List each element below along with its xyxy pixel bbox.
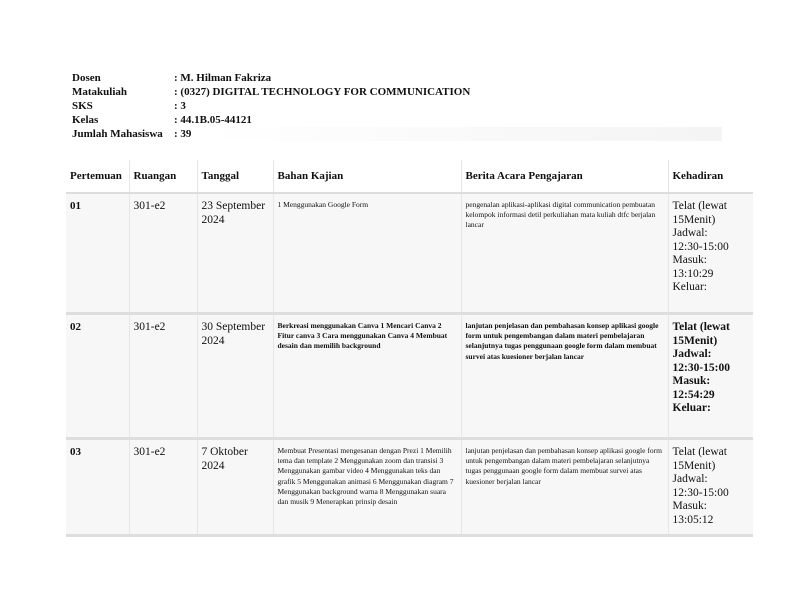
pertemuan-cell: 02 — [66, 314, 129, 439]
kelas-value: : 44.1B.05-44121 — [174, 114, 252, 126]
jumlah-label: Jumlah Mahasiswa — [72, 128, 163, 140]
berita-acara-cell: lanjutan penjelasan dan pembahasan konsep aplikasi google form untuk pengembangan dalam materi pembelajaran selanjutnya tugas penggunaan google form dalam membuat survei atas kuesioner berjalan lancar — [461, 439, 668, 536]
pertemuan-cell: 03 — [66, 439, 129, 536]
table-row — [66, 193, 753, 314]
attendance-table — [66, 160, 753, 537]
jadwal-value: 12:30-15:00 — [672, 361, 730, 374]
jadwal-value: 12:30-15:00 — [672, 240, 729, 253]
matakuliah-label: Matakuliah — [72, 86, 128, 98]
masuk-value: 13:10:29 — [672, 267, 714, 280]
masuk-label: Masuk: — [672, 375, 711, 387]
col-header-kehadiran: Kehadiran — [668, 160, 753, 193]
table-header-row — [66, 160, 753, 193]
masuk-value: 12:54:29 — [672, 388, 715, 401]
dosen-value: : M. Hilman Fakriza — [174, 72, 272, 84]
kehadiran-cell — [668, 439, 753, 536]
keluar-label: Keluar: — [672, 281, 707, 293]
masuk-label: Masuk: — [672, 254, 707, 266]
ruangan-cell: 301-e2 — [129, 193, 197, 314]
pertemuan-cell: 01 — [66, 193, 129, 314]
kelas-label: Kelas — [72, 114, 99, 126]
course-info-header — [72, 71, 712, 141]
kelas-row — [72, 113, 712, 127]
bahan-kajian-cell: Membuat Presentasi mengesanan dengan Prezi 1 Memilih tema dan template 2 Menggunakan zoom dan transisi 3 Menggunakan gambar video 4 Menggunakan teks dan grafik 5 Menggunakan animasi 6 Menggunakan diagram 7 Menggunakan background warna 8 Menggunakan suara dan musik 9 Menerapkan prinsip desain — [273, 439, 461, 536]
dosen-row — [72, 71, 712, 85]
table-row — [66, 314, 753, 439]
col-header-ruangan: Ruangan — [129, 160, 197, 193]
bahan-kajian-cell: 1 Menggunakan Google Form — [273, 193, 461, 314]
jumlah-value: : 39 — [174, 128, 192, 140]
tanggal-cell: 7 Oktober 2024 — [197, 439, 273, 536]
jumlah-row — [72, 127, 722, 141]
keluar-label: Keluar: — [672, 402, 711, 414]
col-header-pertemuan: Pertemuan — [66, 160, 129, 193]
kehadiran-cell — [668, 314, 753, 439]
sks-label: SKS — [72, 100, 93, 112]
table-row — [66, 439, 753, 536]
ruangan-cell: 301-e2 — [129, 314, 197, 439]
col-header-bahan-kajian: Bahan Kajian — [273, 160, 461, 193]
masuk-label: Masuk: — [672, 500, 707, 512]
berita-acara-cell: lanjutan penjelasan dan pembahasan konsep aplikasi google form untuk pengembangan dalam materi pembelajaran selanjutnya tugas penggunaan google form dalam membuat survei atas kuesioner berjalan lancar — [461, 314, 668, 439]
kehadiran-status: Telat (lewat 15Menit) — [672, 200, 727, 226]
kehadiran-status: Telat (lewat 15Menit) — [672, 321, 730, 347]
tanggal-cell: 30 September 2024 — [197, 314, 273, 439]
col-header-tanggal: Tanggal — [197, 160, 273, 193]
kehadiran-status: Telat (lewat 15Menit) — [672, 446, 727, 472]
berita-acara-cell: pengenalan aplikasi-aplikasi digital communication pembuatan kelompok informasi detil perkuliahan mata kuliah dtfc berjalan lancar — [461, 193, 668, 314]
jadwal-label: Jadwal: — [672, 473, 708, 485]
jadwal-label: Jadwal: — [672, 348, 712, 360]
kehadiran-cell — [668, 193, 753, 314]
col-header-berita-acara: Berita Acara Pengajaran — [461, 160, 668, 193]
matakuliah-value: : (0327) DIGITAL TECHNOLOGY FOR COMMUNICATION — [174, 86, 471, 98]
bahan-kajian-cell: Berkreasi menggunakan Canva 1 Mencari Canva 2 Fitur canva 3 Cara menggunakan Canva 4 Membuat desain dan memilih background — [273, 314, 461, 439]
sks-value: : 3 — [174, 100, 186, 112]
dosen-label: Dosen — [72, 72, 101, 84]
matakuliah-row — [72, 85, 712, 99]
jadwal-value: 12:30-15:00 — [672, 486, 729, 499]
masuk-value: 13:05:12 — [672, 513, 714, 526]
sks-row — [72, 99, 712, 113]
ruangan-cell: 301-e2 — [129, 439, 197, 536]
jadwal-label: Jadwal: — [672, 227, 708, 239]
tanggal-cell: 23 September 2024 — [197, 193, 273, 314]
